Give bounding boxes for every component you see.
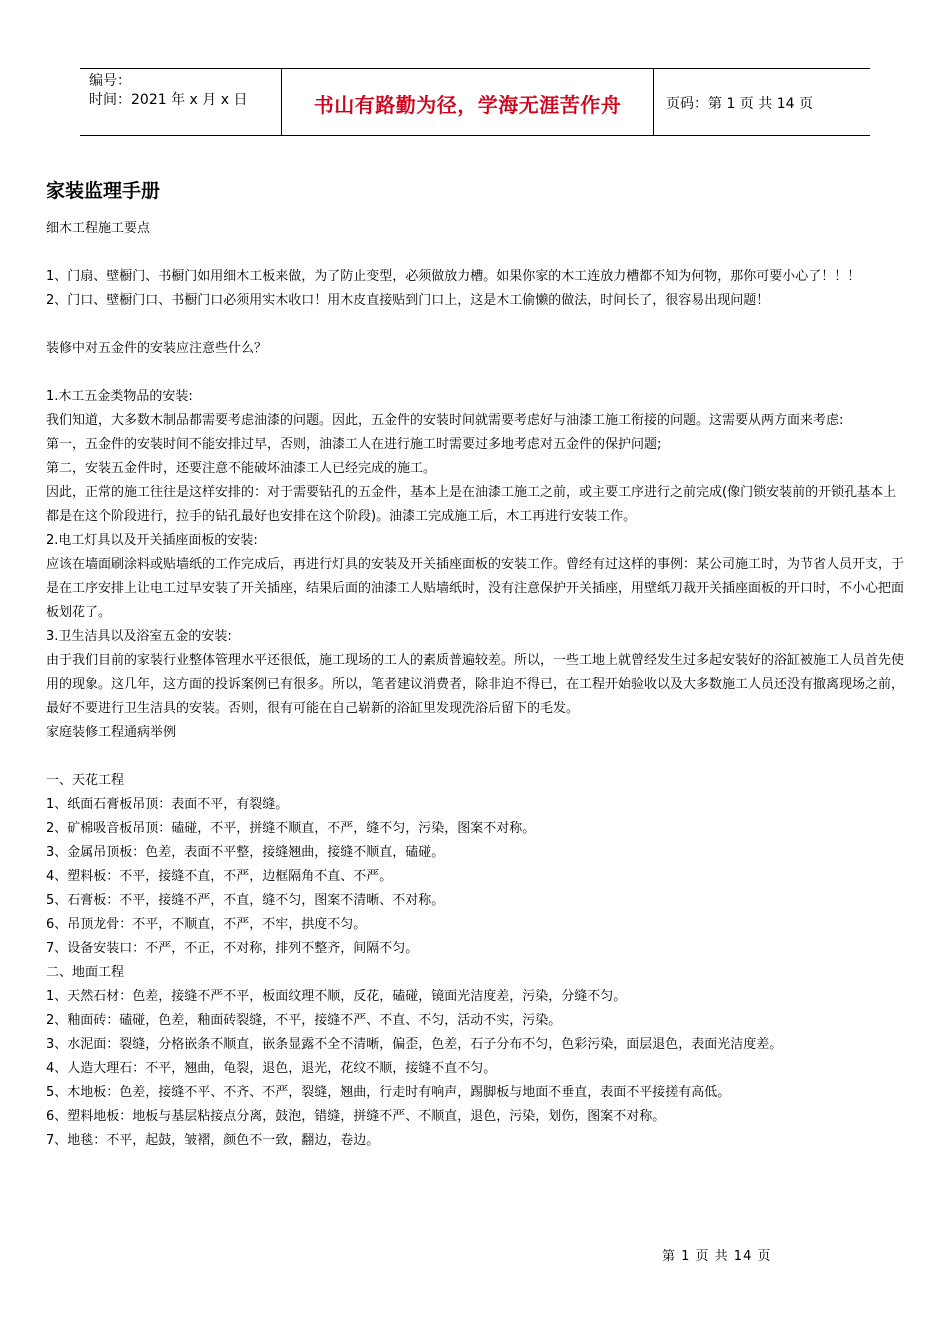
paragraph: 1、天然石材：色差，接缝不严不平，板面纹理不顺，反花，磕碰，镜面光洁度差，污染，分缝不匀。	[46, 989, 627, 1004]
paragraph: 2、釉面砖：磕碰，色差，釉面砖裂缝，不平，接缝不严、不直、不匀，活动不实，污染。	[46, 1013, 562, 1028]
paragraph: 3、水泥面：裂缝，分格嵌条不顺直，嵌条显露不全不清晰，偏歪，色差，石子分布不匀，色彩污染，面层退色，表面光洁度差。	[46, 1037, 783, 1052]
paragraph: 第一，五金件的安装时间不能安排过早，否则，油漆工人在进行施工时需要过多地考虑对五金件的保护问题;	[46, 437, 662, 452]
header-meta	[80, 69, 282, 135]
paragraph: 第二，安装五金件时，还要注意不能破坏油漆工人已经完成的施工。	[46, 461, 437, 476]
paragraph: 4、塑料板：不平，接缝不直，不严，边框隔角不直、不严。	[46, 869, 393, 884]
paragraph: 1、纸面石膏板吊顶：表面不平，有裂缝。	[46, 797, 289, 812]
paragraph: 应该在墙面刷涂料或贴墙纸的工作完成后，再进行灯具的安装及开关插座面板的安装工作。曾经有过这样的事例：某公司施工时，为节省人员开支，于是在工序安排上让电工过早安装了开关插座，结果后面的油漆工人贴墙纸时，没有注意保护开关插座，用壁纸刀裁开关插座面板的开口时，不小心把面板划花了。	[46, 557, 905, 620]
header-motto-cell	[282, 69, 654, 135]
paragraph: 2.电工灯具以及开关插座面板的安装:	[46, 533, 258, 548]
paragraph: 细木工程施工要点	[46, 221, 151, 236]
paragraph: 5、木地板：色差，接缝不平、不齐、不严，裂缝，翘曲，行走时有响声，踢脚板与地面不垂直，表面不平接搓有高低。	[46, 1085, 731, 1100]
paragraph: 3、金属吊顶板：色差，表面不平整，接缝翘曲，接缝不顺直，磕碰。	[46, 845, 445, 860]
blank-line	[46, 241, 906, 265]
header-page-info: 页码：第 1 页 共 14 页	[666, 96, 813, 112]
paragraph: 7、地毯：不平，起鼓，皱褶，颜色不一致，翻边，卷边。	[46, 1133, 380, 1148]
paragraph: 1.木工五金类物品的安装:	[46, 389, 193, 404]
document-header	[80, 68, 870, 136]
paragraph: 6、吊顶龙骨：不平，不顺直，不严，不牢，拱度不匀。	[46, 917, 367, 932]
paragraph: 5、石膏板：不平，接缝不严，不直，缝不匀，图案不清晰、不对称。	[46, 893, 445, 908]
paragraph: 7、设备安装口：不严，不正，不对称，排列不整齐，间隔不匀。	[46, 941, 419, 956]
paragraph: 二、地面工程	[46, 965, 125, 980]
paragraph: 我们知道，大多数木制品都需要考虑油漆的问题。因此，五金件的安装时间就需要考虑好与油漆工施工衔接的问题。这需要从两方面来考虑:	[46, 413, 844, 428]
paragraph: 2、门口、壁橱门口、书橱门口必须用实木收口！用木皮直接贴到门口上，这是木工偷懒的做法，时间长了，很容易出现问题！	[46, 293, 770, 308]
page-footer: 第 1 页 共 14 页	[662, 1249, 772, 1264]
motto-text: 书山有路勤为径，学海无涯苦作舟	[313, 93, 622, 117]
paragraph: 因此，正常的施工往往是这样安排的：对于需要钻孔的五金件，基本上是在油漆工施工之前，或主要工序进行之前完成(像门锁安装前的开锁孔基本上都是在这个阶段进行，拉手的钻孔最好也安排在这个阶段)。油漆工完成施工后，木工再进行安装工作。	[46, 485, 897, 524]
number-label: 编号：	[89, 73, 131, 89]
blank-line	[46, 745, 906, 769]
document-title: 家装监理手册	[46, 180, 161, 202]
paragraph: 装修中对五金件的安装应注意些什么？	[46, 341, 268, 356]
paragraph: 一、天花工程	[46, 773, 125, 788]
paragraph: 由于我们目前的家装行业整体管理水平还很低，施工现场的工人的素质普遍较差。所以，一些工地上就曾经发生过多起安装好的浴缸被施工人员首先使用的现象。这几年，这方面的投诉案例已有很多。所以，笔者建议消费者，除非迫不得已，在工程开始验收以及大多数施工人员还没有撤离现场之前，最好不要进行卫生洁具的安装。否则，很有可能在自己崭新的浴缸里发现洗浴后留下的毛发。	[46, 653, 905, 716]
paragraph: 4、人造大理石：不平，翘曲，龟裂，退色，退光，花纹不顺，接缝不直不匀。	[46, 1061, 497, 1076]
blank-line	[46, 361, 906, 385]
document-body	[46, 178, 906, 1153]
paragraph: 1、门扇、壁橱门、书橱门如用细木工板来做，为了防止变型，必须做放力槽。如果你家的木工连放力槽都不知为何物，那你可要小心了！！！	[46, 269, 861, 284]
paragraph-list	[46, 217, 906, 1153]
blank-line	[46, 313, 906, 337]
paragraph: 3.卫生洁具以及浴室五金的安装:	[46, 629, 232, 644]
date-label: 时间：2021 年 x 月 x 日	[89, 92, 248, 108]
paragraph: 2、矿棉吸音板吊顶：磕碰，不平，拼缝不顺直，不严，缝不匀，污染，图案不对称。	[46, 821, 536, 836]
paragraph: 家庭装修工程通病举例	[46, 725, 177, 740]
paragraph: 6、塑料地板：地板与基层粘接点分离，鼓泡，错缝，拼缝不严、不顺直，退色，污染，划伤，图案不对称。	[46, 1109, 666, 1124]
